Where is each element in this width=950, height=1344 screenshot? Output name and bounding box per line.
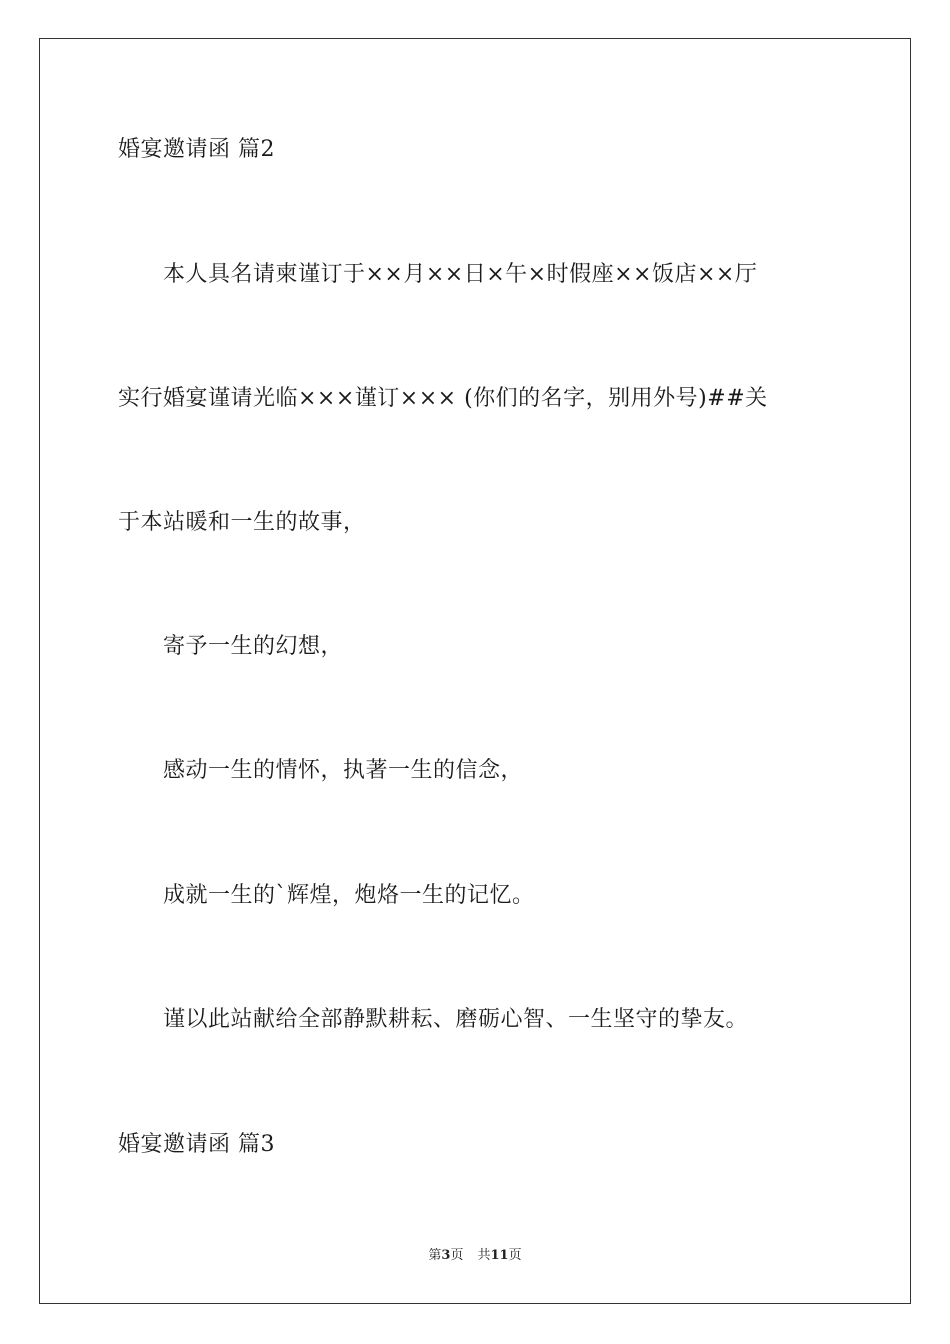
paragraph-line: 本人具名请柬谨订于××月××日×午×时假座××饭店××厅 xyxy=(163,262,758,287)
paragraph-line: 谨以此站献给全部静默耕耘、磨砺心智、一生坚守的挚友。 xyxy=(163,1007,749,1032)
footer-page-suffix: 页 xyxy=(450,1248,464,1263)
footer-total-prefix: 共 xyxy=(477,1248,491,1263)
footer-total-pages: 11 xyxy=(490,1248,509,1263)
paragraph-line: 成就一生的`辉煌，炮烙一生的记忆。 xyxy=(163,883,535,908)
section-heading-3: 婚宴邀请函 篇3 xyxy=(118,1132,275,1157)
paragraph-line: 寄予一生的幻想， xyxy=(163,634,344,659)
paragraph-line: 感动一生的情怀，执著一生的信念， xyxy=(163,758,524,783)
footer-total-suffix: 页 xyxy=(508,1248,522,1263)
page-border xyxy=(39,38,911,1304)
paragraph-line: 于本站暖和一生的故事， xyxy=(118,510,366,535)
section-heading-2: 婚宴邀请函 篇2 xyxy=(118,137,275,162)
footer-page-number: 3 xyxy=(441,1248,451,1263)
paragraph-line: 实行婚宴谨请光临×××谨订××× (你们的名字，别用外号)##关 xyxy=(118,386,768,411)
page-footer xyxy=(0,1247,950,1265)
footer-page-prefix: 第 xyxy=(428,1248,442,1263)
